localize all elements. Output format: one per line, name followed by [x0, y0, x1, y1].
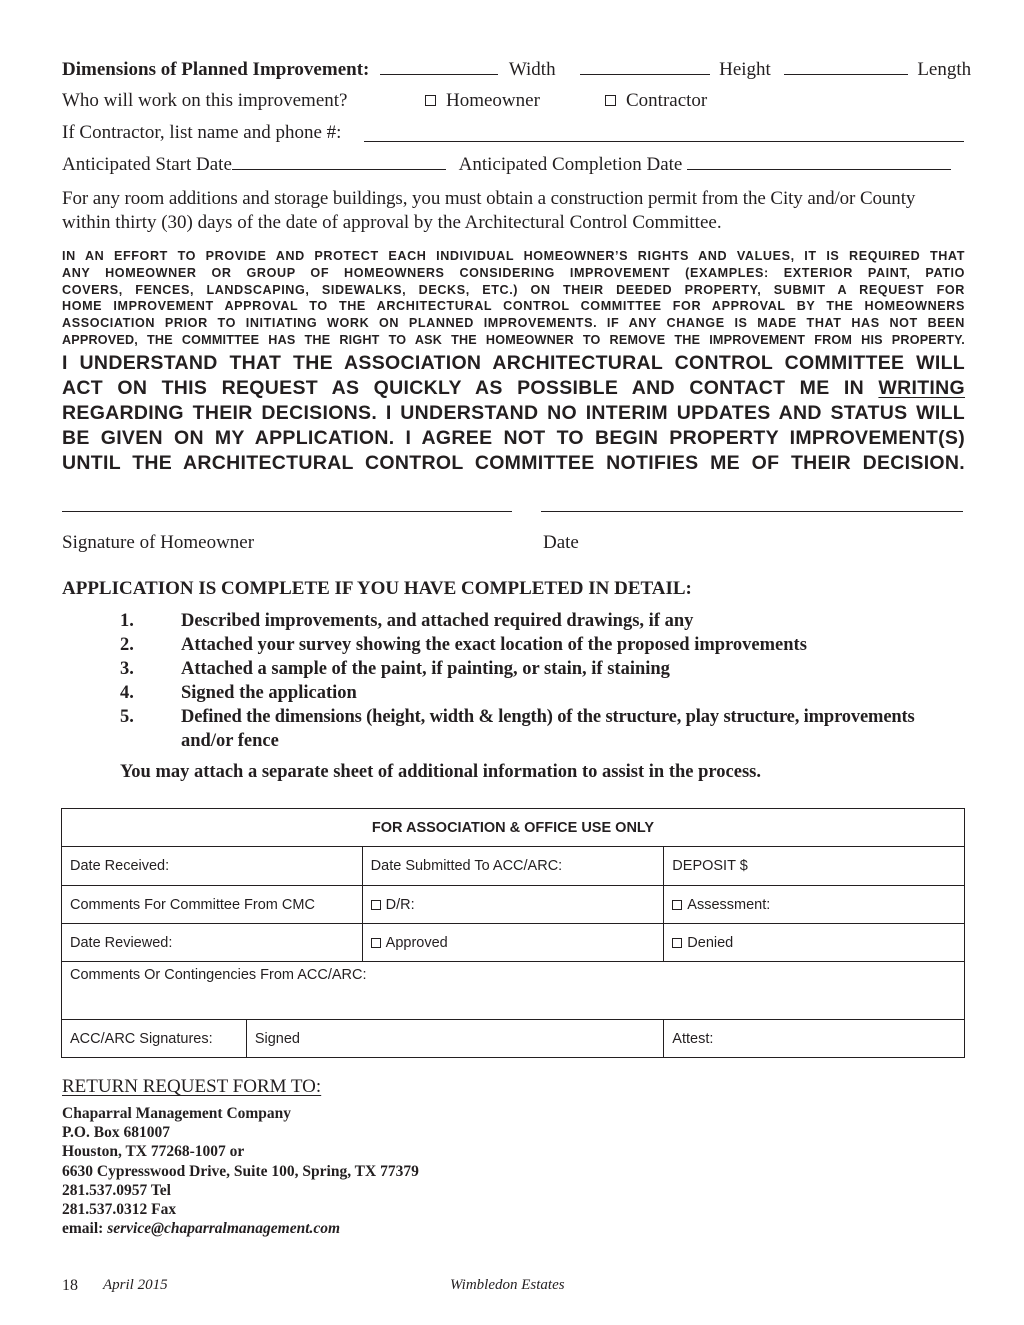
homeowner-checkbox[interactable]: [425, 95, 436, 106]
street-address: 6630 Cypresswood Drive, Suite 100, Spring, TX 77379: [62, 1162, 419, 1180]
office-use-table: [61, 808, 965, 1058]
contractor-label: Contractor: [626, 90, 708, 111]
permit-notice-line: within thirty (30) days of the date of approval by the Architectural Control Committee.: [62, 212, 722, 233]
signatures-label-cell: ACC/ARC Signatures:: [62, 1020, 247, 1058]
office-use-title: FOR ASSOCIATION & OFFICE USE ONLY: [62, 809, 965, 847]
attach-note: You may attach a separate sheet of additional information to assist in the process.: [120, 762, 761, 782]
contractor-checkbox[interactable]: [605, 95, 616, 106]
homeowner-option[interactable]: [425, 90, 540, 112]
checklist-item: Defined the dimensions (height, width & length) of the structure, play structure, improvements: [181, 707, 915, 727]
width-field[interactable]: [380, 58, 498, 75]
permit-notice: [62, 187, 964, 235]
homeowner-label: Homeowner: [446, 90, 540, 111]
requirement-line: HOME IMPROVEMENT APPROVAL TO THE ARCHITECTURAL CONTROL COMMITTEE FOR APPROVAL BY THE HOMEOWNERS: [62, 299, 965, 314]
approved-checkbox[interactable]: [371, 938, 381, 948]
footer-community: Wimbledon Estates: [450, 1277, 565, 1293]
checklist-number: 2.: [120, 635, 134, 655]
signature-date-label: Date: [543, 532, 579, 553]
acknowledgement-line-text: ACT ON THIS REQUEST AS QUICKLY AS POSSIBLE AND CONTACT ME IN: [62, 377, 865, 399]
comments-acc-cell[interactable]: Comments Or Contingencies From ACC/ARC:: [62, 962, 965, 1020]
requirement-line: ANY HOMEOWNER OR GROUP OF HOMEOWNERS CONSIDERING IMPROVEMENT (EXAMPLES: EXTERIOR PAINT, PATIO: [62, 265, 965, 280]
requirement-line: COVERS, FENCES, LANDSCAPING, SIDEWALKS, DECKS, ETC.) ON THEIR DEEDED PROPERTY, SUBMIT A REQUEST FOR: [62, 282, 965, 297]
acknowledgement-line: REGARDING THEIR DECISIONS. I UNDERSTAND NO INTERIM UPDATES AND STATUS WILL: [62, 402, 965, 424]
dr-label: D/R:: [385, 896, 415, 913]
denied-label: Denied: [687, 934, 734, 951]
contractor-info-label: If Contractor, list name and phone #:: [62, 122, 342, 143]
length-field[interactable]: [784, 58, 908, 75]
length-label: Length: [917, 59, 972, 80]
dr-checkbox[interactable]: [371, 900, 381, 910]
signed-cell[interactable]: Signed: [246, 1020, 663, 1058]
acknowledgement-line: [62, 376, 965, 401]
footer-date: April 2015: [103, 1277, 168, 1293]
checklist-item: Described improvements, and attached required drawings, if any: [181, 611, 694, 631]
requirement-notice: [62, 248, 965, 349]
height-field[interactable]: [580, 58, 710, 75]
acknowledgement-line: I UNDERSTAND THAT THE ASSOCIATION ARCHITECTURAL CONTROL COMMITTEE WILL: [62, 352, 965, 374]
start-date-field[interactable]: [232, 153, 446, 170]
acknowledgement: [62, 351, 965, 476]
company-name: Chaparral Management Company: [62, 1105, 292, 1122]
contractor-info-field[interactable]: [364, 125, 964, 142]
dimensions-row: [62, 58, 972, 81]
acknowledgement-line: UNTIL THE ARCHITECTURAL CONTROL COMMITTEE NOTIFIES ME OF THEIR DECISION.: [62, 452, 965, 474]
checklist-item: Attached a sample of the paint, if painting, or stain, if staining: [181, 659, 670, 679]
signature-date-field[interactable]: [541, 511, 963, 512]
checklist-number: 4.: [120, 683, 134, 703]
assessment-label: Assessment:: [687, 896, 771, 913]
dates-row: [62, 153, 964, 176]
attest-cell[interactable]: Attest:: [664, 1020, 965, 1058]
acknowledgement-line: BE GIVEN ON MY APPLICATION. I AGREE NOT TO BEGIN PROPERTY IMPROVEMENT(S): [62, 427, 965, 449]
approved-label: Approved: [385, 934, 448, 951]
start-date-label: Anticipated Start Date: [62, 154, 232, 175]
page-number: 18: [62, 1277, 78, 1294]
po-box: P.O. Box 681007: [62, 1124, 170, 1142]
checklist-number: 3.: [120, 659, 134, 679]
writing-emphasis: WRITING: [878, 377, 965, 399]
city-line: Houston, TX 77268-1007 or: [62, 1143, 245, 1161]
return-address: [62, 1104, 419, 1238]
comments-cmc-cell[interactable]: Comments For Committee From CMC: [62, 886, 363, 924]
completion-date-field[interactable]: [687, 153, 951, 170]
approved-cell[interactable]: [362, 924, 664, 962]
worker-question: Who will work on this improvement?: [62, 90, 348, 111]
height-label: Height: [719, 59, 771, 80]
date-reviewed-cell[interactable]: Date Reviewed:: [62, 924, 363, 962]
requirement-line: IN AN EFFORT TO PROVIDE AND PROTECT EACH INDIVIDUAL HOMEOWNER’S RIGHTS AND VALUES, IT IS REQUIRED THAT: [62, 249, 965, 263]
completion-date-label: Anticipated Completion Date: [458, 154, 683, 175]
assessment-checkbox[interactable]: [672, 900, 682, 910]
telephone: 281.537.0957 Tel: [62, 1181, 171, 1199]
contractor-info-row: [62, 122, 964, 144]
worker-row: [62, 90, 964, 112]
denied-checkbox[interactable]: [672, 938, 682, 948]
dr-cell[interactable]: [362, 886, 664, 924]
checklist-title: APPLICATION IS COMPLETE IF YOU HAVE COMPLETED IN DETAIL:: [62, 578, 692, 599]
checklist-item: Signed the application: [181, 683, 357, 703]
denied-cell[interactable]: [664, 924, 965, 962]
permit-notice-line: For any room additions and storage buildings, you must obtain a construction permit from the City and/or County: [62, 188, 916, 209]
homeowner-signature-field[interactable]: [62, 511, 512, 512]
email-label: email:: [62, 1220, 104, 1238]
email-line: [62, 1219, 419, 1238]
requirement-line: ASSOCIATION PRIOR TO INITIATING WORK ON PLANNED IMPROVEMENTS. IF ANY CHANGE IS MADE THAT HAS NOT BEEN: [62, 316, 965, 331]
deposit-cell[interactable]: DEPOSIT $: [664, 847, 965, 886]
checklist-item: Attached your survey showing the exact location of the proposed improvements: [181, 635, 807, 655]
checklist-number: 5.: [120, 707, 134, 727]
fax: 281.537.0312 Fax: [62, 1201, 177, 1219]
width-label: Width: [508, 59, 556, 80]
date-received-cell[interactable]: Date Received:: [62, 847, 363, 886]
assessment-cell[interactable]: [664, 886, 965, 924]
homeowner-signature-label: Signature of Homeowner: [62, 532, 255, 553]
date-submitted-cell[interactable]: Date Submitted To ACC/ARC:: [362, 847, 664, 886]
return-request-label: RETURN REQUEST FORM TO:: [62, 1076, 322, 1097]
email-link[interactable]: service@chaparralmanagement.com: [107, 1220, 341, 1238]
checklist-number: 1.: [120, 611, 134, 631]
contractor-option[interactable]: [605, 90, 707, 112]
requirement-line: APPROVED, THE COMMITTEE HAS THE RIGHT TO ASK THE HOMEOWNER TO REMOVE THE IMPROVEMENT FROM HIS PROPERTY.: [62, 332, 965, 347]
checklist-item-continued: and/or fence: [181, 731, 279, 751]
dimensions-label: Dimensions of Planned Improvement:: [62, 59, 370, 80]
